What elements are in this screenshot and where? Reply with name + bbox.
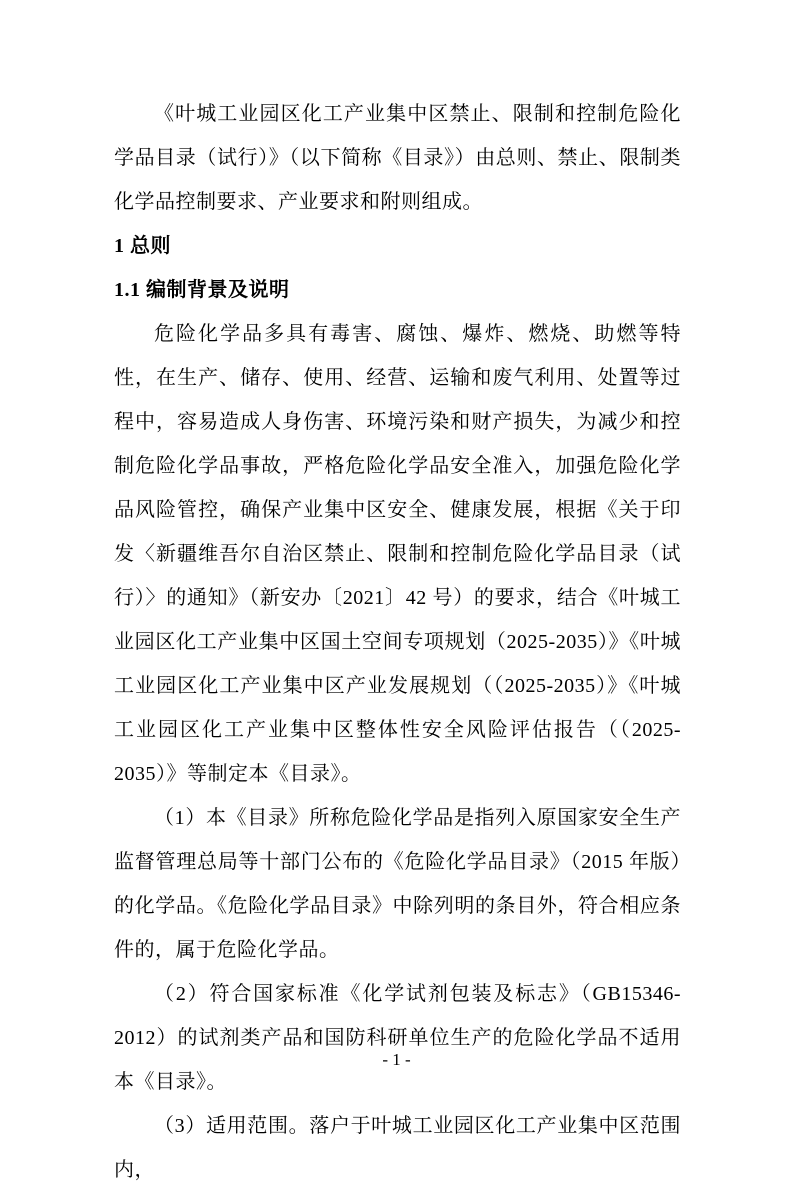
background-paragraph: 危险化学品多具有毒害、腐蚀、爆炸、燃烧、助燃等特性，在生产、储存、使用、经营、运输和废气利用、处置等过程中，容易造成人身伤害、环境污染和财产损失，为减少和控制危险化学品事故，严格危险化学品安全准入，加强危险化学品风险管控，确保产业集中区安全、健康发展，根据《关于印发〈新疆维吾尔自治区禁止、限制和控制危险化学品目录（试行）〉的通知》（新安办〔2021〕42 号）的要求，结合《叶城工业园区化工产业集中区国土空间专项规划（2025-2035）》《叶城工业园区化工产业集中区产业发展规划（（2025-2035）》《叶城工业园区化工产业集中区整体性安全风险评估报告（（2025-2035）》等制定本《目录》。 [114, 323, 681, 785]
item-2-paragraph: （2）符合国家标准《化学试剂包装及标志》（GB15346-2012）的试剂类产品和国防科研单位生产的危险化学品不适用本《目录》。 [114, 983, 681, 1093]
item-1-paragraph: （1）本《目录》所称危险化学品是指列入原国家安全生产监督管理总局等十部门公布的《危险化学品目录》（2015 年版）的化学品。《危险化学品目录》中除列明的条目外，符合相应条件的，属于危险化学品。 [114, 807, 681, 961]
section-heading-background: 1.1 编制背景及说明 [114, 279, 290, 301]
intro-paragraph: 《叶城工业园区化工产业集中区禁止、限制和控制危险化学品目录（试行）》（以下简称《目录》）由总则、禁止、限制类化学品控制要求、产业要求和附则组成。 [114, 103, 681, 213]
page-number: - 1 - [382, 1050, 411, 1069]
document-body [114, 92, 681, 1192]
section-heading-general: 1 总则 [114, 235, 171, 257]
item-3-paragraph: （3）适用范围。落户于叶城工业园区化工产业集中区范围内， [114, 1115, 681, 1181]
